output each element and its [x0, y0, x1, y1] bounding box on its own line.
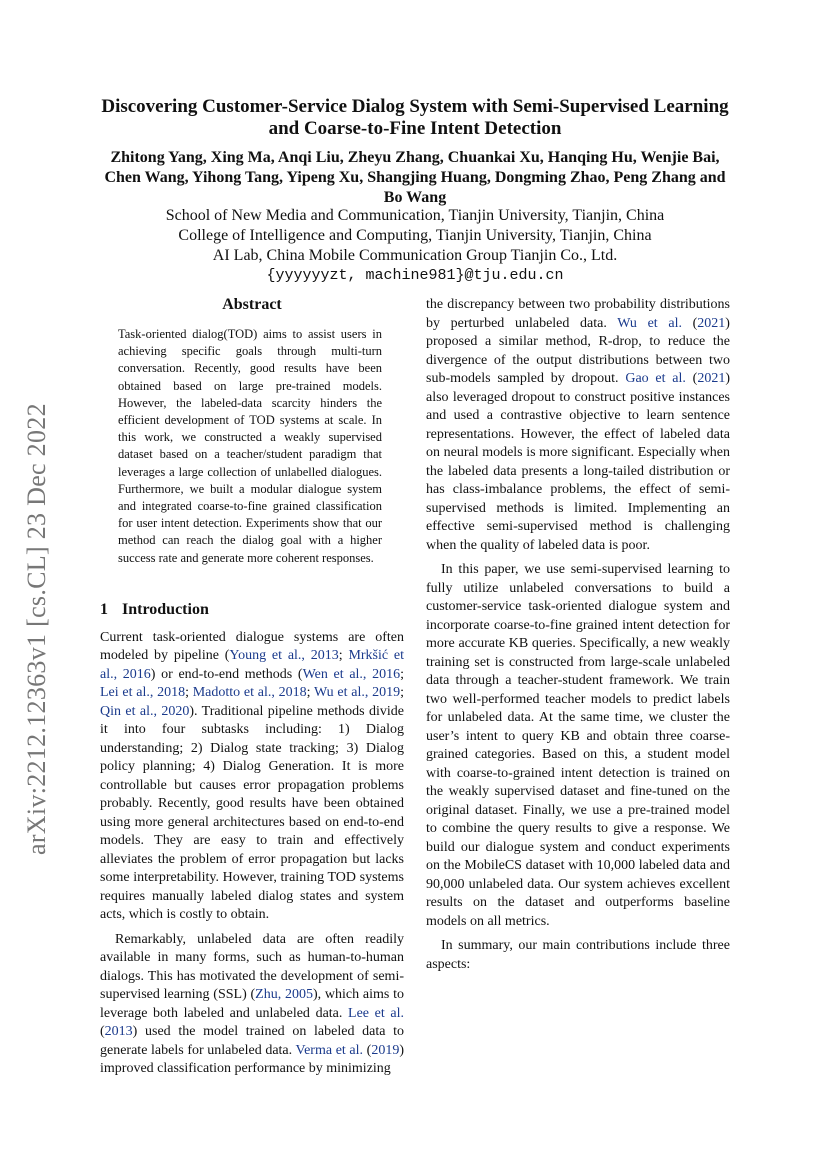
- text-run: ) or end-to-end methods (: [150, 666, 303, 682]
- intro-paragraph-3: In this paper, we use semi-supervised learning to fully utilize unlabeled conversations to build a customer-service task-oriented dialogue system and incorporate coarse-to-fine grained intent detection for more accurate KB queries. Specifically, a new weakly training set is constructed from large-scale unlabeled data through a teacher-student framework. We train two well-performed teacher models to predict labels for unlabeled data. At the same time, we cluster the user’s intent to query KB and obtain three coarse-grained categories. Based on this, a student model with coarse-to-grained intent detection is trained on the weakly supervised dataset and fine-tuned on the original dataset. Finally, we use a pre-trained model to combine the query results to give a response. We build our dialogue system and conduct experiments on the MobileCS dataset with 10,000 labeled data and 90,000 unlabeled data. Our system achieves excellent results on the dataset and outperforms baseline models on all metrics.: [426, 562, 730, 929]
- intro-paragraph-1: [100, 629, 404, 925]
- affiliation-line: School of New Media and Communication, Tianjin University, Tianjin, China: [165, 207, 665, 224]
- text-run: ;: [400, 685, 404, 701]
- text-run: ). Traditional pipeline methods divide it into four subtasks including: 1) Dialog understanding; 2) Dialog state tracking; 3) Dialog policy planning; 4) Dialog Generation. It is more controllable but causes error propagation problems probably. Recently, good results have been obtained using more general architectures based on end-to-end models. They are easy to train and effectively alleviates the problem of error propagation but lacks some interpretability. However, training TOD systems requires manually labeled dialog states and system acts, which is costly to obtain.: [100, 703, 404, 923]
- citation-link[interactable]: Zhu, 2005: [255, 987, 313, 1003]
- intro-paragraph-2-continued: [426, 296, 730, 555]
- text-run: proposed a similar method, R-drop, to reduce the divergence of the output distributions between two sub-models sampled by dropout.: [426, 334, 730, 386]
- intro-paragraph-4: In summary, our main contributions include three aspects:: [426, 938, 730, 972]
- citation-link[interactable]: Wu et al.: [617, 315, 682, 331]
- affiliation-line: College of Intelligence and Computing, Tianjin University, Tianjin, China: [178, 227, 652, 244]
- text-run: also leveraged dropout to construct positive instances and used a contrastive objective to learn sentence representations. However, the effect of labeled data on neural models is more significant. Especially when the labeled data presents a long-tailed distribution or has class-imbalance problems, the effect of semi-supervised methods is limited. Implementing an effective semi-supervised method is challenging when the quality of labeled data is poor.: [426, 389, 730, 553]
- arxiv-identifier: arXiv:2212.12363v1 [cs.CL] 23 Dec 2022: [22, 403, 51, 855]
- text-run: ;: [400, 666, 404, 682]
- text-run: ), which aims to leverage both labeled and unlabeled data.: [100, 987, 404, 1021]
- text-run: ): [725, 315, 730, 331]
- citation-link[interactable]: Wu et al., 2019: [314, 685, 401, 701]
- citation-link[interactable]: 2021: [697, 371, 726, 386]
- right-column: [426, 296, 730, 974]
- text-run: the discrepancy between two probability distributions by perturbed unlabeled data.: [426, 297, 730, 331]
- citation-link[interactable]: Wen et al., 2016: [302, 666, 401, 682]
- citation-link[interactable]: 2013: [104, 1024, 133, 1040]
- citation-link[interactable]: Verma et al.: [295, 1042, 364, 1058]
- citation-link[interactable]: Lei et al., 2018: [100, 685, 186, 701]
- abstract-heading: Abstract: [222, 296, 282, 313]
- section-title: Introduction: [122, 600, 209, 618]
- citation-link[interactable]: 2021: [697, 315, 726, 331]
- text-run: Remarkably, unlabeled data are often readily available in many forms, such as human-to-human dialogs. This has motivated the development of semi-supervised learning (SSL) (: [100, 931, 404, 1003]
- citation-link[interactable]: Young et al., 2013: [229, 648, 339, 664]
- text-run: Current task-oriented dialogue systems are often modeled by pipeline (: [100, 629, 404, 664]
- affiliations: [100, 206, 730, 286]
- text-run: ) improved classification performance by minimizing: [100, 1042, 405, 1077]
- abstract-text: Task-oriented dialog(TOD) aims to assist users in achieving specific goals through multi-turn conversation. Recently, good results have been obtained based on large pre-trained models. However, the labeled-data scarcity hinders the efficient development of TOD systems at scale. In this work, we constructed a weakly supervised dataset based on a teacher/student paradigm that leverages a large collection of unlabelled dialogues. Furthermore, we built a modular dialogue system and integrated coarse-to-fine grained classification for user intent detection. Experiments show that our method can reach the dialog goal with a higher success rate and generate more coherent responses.: [118, 327, 382, 565]
- text-run: ) used the model trained on labeled data to generate labels for unlabeled data.: [100, 1024, 404, 1058]
- text-run: ): [725, 371, 730, 386]
- citation-link[interactable]: Madotto et al., 2018: [192, 685, 307, 701]
- citation-link[interactable]: Lee et al.: [348, 1005, 405, 1021]
- citation-link[interactable]: Gao et al.: [625, 371, 686, 386]
- author-email: {yyyyyyzt, machine981}@tju.edu.cn: [266, 267, 564, 284]
- section-number: 1: [100, 600, 108, 618]
- left-column: [100, 296, 404, 1079]
- text-run: ;: [185, 685, 193, 701]
- citation-link[interactable]: Mrkšić et al., 2016: [100, 648, 405, 682]
- text-run: ;: [306, 685, 315, 701]
- author-list: Zhitong Yang, Xing Ma, Anqi Liu, Zheyu Zhang, Chuankai Xu, Hanqing Hu, Wenjie Bai, Chen Wang, Yihong Tang, Yipeng Xu, Shangjing Huang, Dongming Zhao, Peng Zhang and Bo Wang: [104, 149, 726, 206]
- text-run: (: [363, 1042, 372, 1058]
- section-heading: [100, 601, 404, 619]
- text-run: (: [681, 315, 698, 331]
- paper-title: Discovering Customer-Service Dialog System with Semi-Supervised Learning and Coarse-to-Fine Intent Detection: [101, 96, 729, 139]
- affiliation-line: AI Lab, China Mobile Communication Group Tianjin Co., Ltd.: [212, 247, 618, 264]
- text-run: ;: [338, 648, 349, 664]
- intro-paragraph-2: [100, 931, 404, 1079]
- text-run: (: [685, 371, 698, 386]
- citation-link[interactable]: Qin et al., 2020: [100, 703, 190, 719]
- text-run: (: [100, 1024, 105, 1040]
- citation-link[interactable]: 2019: [371, 1042, 400, 1058]
